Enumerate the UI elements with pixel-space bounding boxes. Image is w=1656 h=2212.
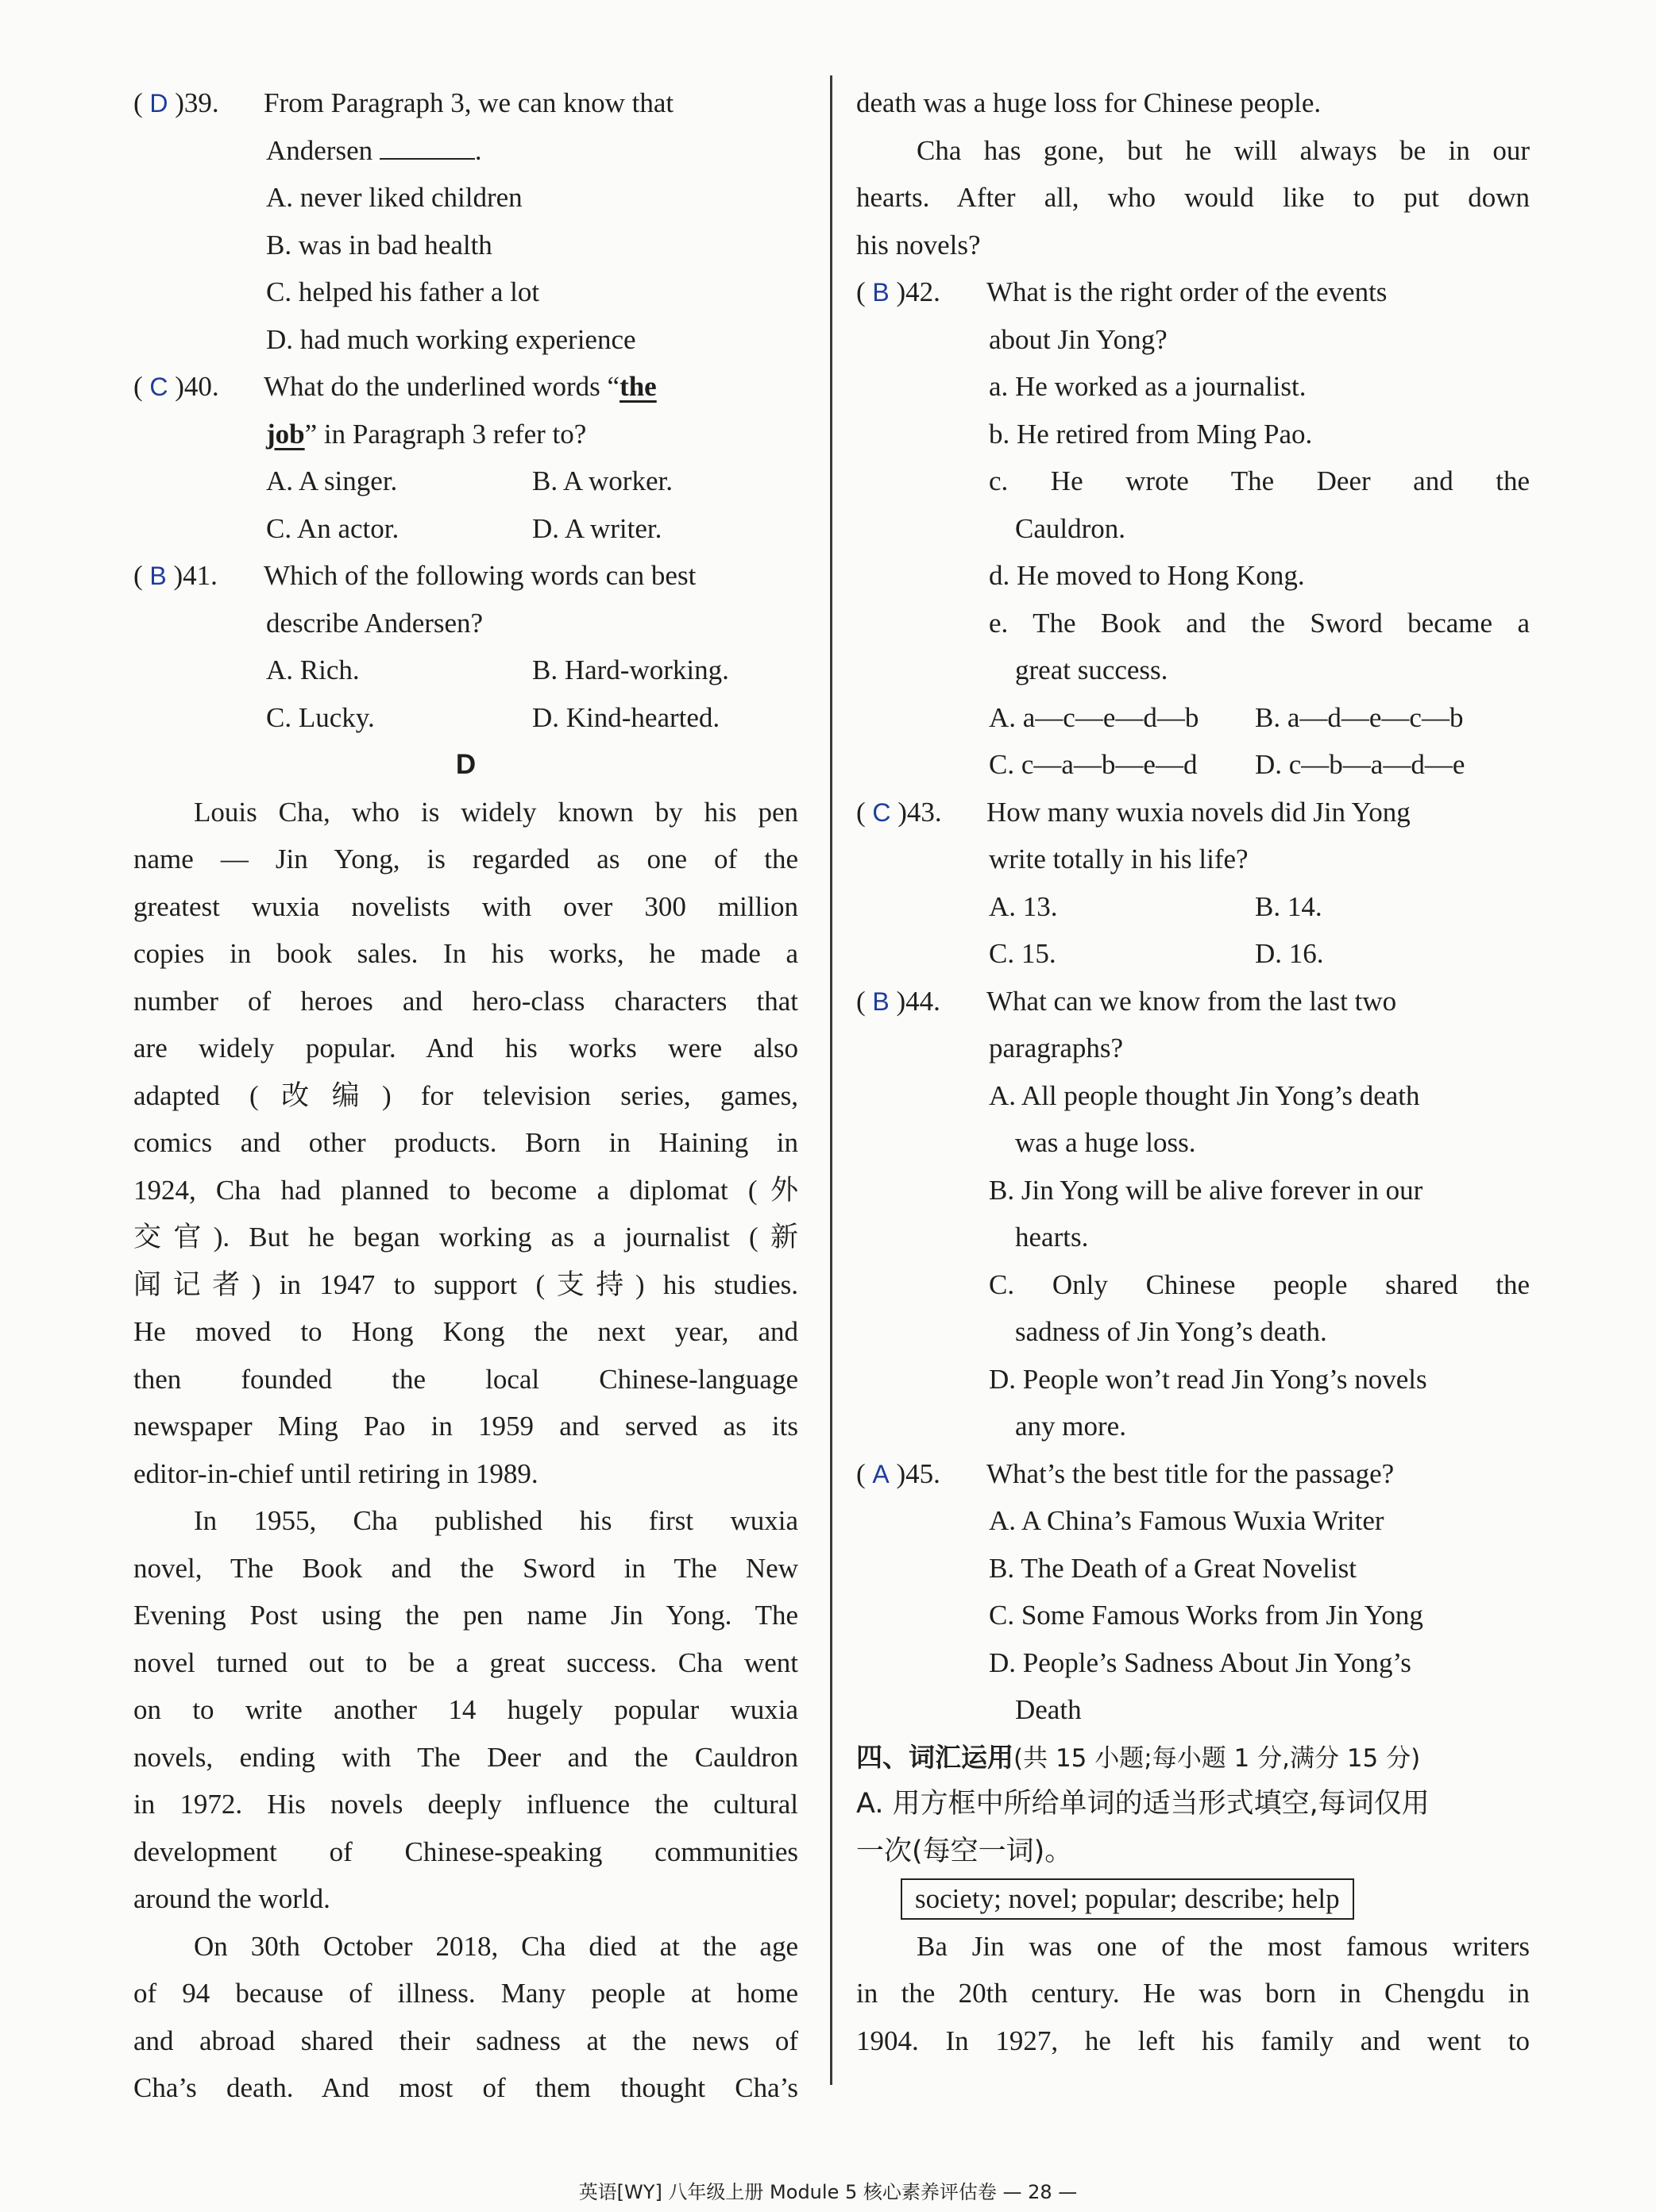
- column-divider: [830, 75, 832, 2085]
- section-4-heading: 四、词汇运用(共 15 小题;每小题 1 分,满分 15 分): [856, 1741, 1421, 1773]
- section-heading-d: D: [455, 749, 477, 780]
- option-d: D. Kind-hearted.: [532, 701, 720, 733]
- question-43: ( C )43. How many wuxia novels did Jin Yong: [856, 796, 1411, 828]
- question-41: ( B )41. Which of the following words can best: [133, 560, 697, 591]
- answer-blank: [380, 134, 475, 160]
- question-44: ( B )44. What can we know from the last two: [856, 985, 1397, 1017]
- page-footer: 英语[WY] 八年级上册 Module 5 核心素养评估卷 — 28 —: [578, 2181, 1078, 2203]
- option-d: D. 16.: [1255, 938, 1324, 969]
- answer-39: D: [149, 89, 168, 118]
- answer-45: A: [872, 1459, 890, 1488]
- option-d: D. c—b—a—d—e: [1255, 749, 1465, 780]
- option-b: B. Jin Yong will be alive forever in our: [989, 1174, 1423, 1206]
- option-a: A. a—c—e—d—b: [989, 701, 1199, 733]
- question-45: ( A )45. What’s the best title for the passage?: [856, 1457, 1395, 1489]
- answer-42: B: [872, 278, 890, 307]
- option-c: C. Only Chinese people shared the: [989, 1268, 1530, 1300]
- option-c: C. An actor.: [266, 512, 400, 544]
- section-4-instruction: A. 用方框中所给单词的适当形式填空,每词仅用: [856, 1788, 1430, 1820]
- option-b: B. The Death of a Great Novelist: [989, 1552, 1357, 1584]
- passage-d: Louis Cha, who is widely known by his pen name — Jin Yong, is regarded as one of the greatest wuxia novelists with over 300 million copies in book sales. In his works, he made a number of heroes and hero-class characters that are widely popular. And his works were also adapted (改编) for television series, games, comics and other products. Born in Haining in 1924, Cha had planned to become a diplomat (外 交官). But he began working as a journalist (新 闻记者) in 1947 to support (支持) his studies. He moved to Hong Kong the next year, and then founded the local Chinese-language newspaper Ming Pao in 1959 and served as its editor-in-chief until retiring in 1989. In 1955, Cha published his first wuxia novel, The Book and the Sword in The New Evening Post using the pen name Jin Yong. The novel turned out to be a great success. Cha went on to write another 14 hugely popular wuxia novels, ending with The Deer and the Cauldron in 1972. His novels deeply influence the cultural development of Chinese-speaking communities around the world. On 30th October 2018, Cha died at the age of 94 because of illness. Many people at home and abroad shared their sadness at the news of Cha’s death. And most of them thought Cha’s: [133, 796, 798, 2103]
- question-42: ( B )42. What is the right order of the events: [856, 276, 1388, 307]
- option-b: B. was in bad health: [266, 229, 492, 261]
- option-a: A. A China’s Famous Wuxia Writer: [989, 1505, 1384, 1536]
- option-d: D. A writer.: [532, 512, 662, 544]
- option-d: D. People’s Sadness About Jin Yong’s: [989, 1646, 1411, 1678]
- option-a: A. never liked children: [266, 182, 523, 213]
- option-a: A. A singer.: [266, 465, 398, 496]
- option-b: B. 14.: [1255, 890, 1322, 922]
- option-c: C. Lucky.: [266, 701, 375, 733]
- word-box: society; novel; popular; describe; help: [901, 1878, 1354, 1920]
- option-a: A. Rich.: [266, 654, 360, 685]
- answer-40: C: [149, 373, 168, 401]
- option-b: B. Hard-working.: [532, 654, 729, 685]
- option-c: C. Some Famous Works from Jin Yong: [989, 1600, 1423, 1631]
- option-c: C. 15.: [989, 938, 1056, 969]
- option-b: B. a—d—e—c—b: [1255, 701, 1464, 733]
- right-column: death was a huge loss for Chinese people. Cha has gone, but he will always be in our hearts. After all, who would like to put down his novels? ( B )42. What is the right order of the events about Jin Yong? a. He worked as a journalist. b. He retired from Ming Pao. c. He wrote The Deer and the Cauldron. d. He moved to Hong Kong. e. The Book and the Sword became a great success. A. a—c—e—d—b B. a—d—e—c—b C. c—a—b—e—d D. c—b—a—d—e ( C )43. How many wuxia novels did Jin Yong write totally in his life? A. 13. B. 14. C. 15. D. 16. ( B )44. What can we know from the last two paragraphs? A. All people thought Jin Yong’s death was a huge loss. B. Jin Yong will be alive forever in our hearts. C. Only Chinese people shared the sadness of Jin Yong’s death. D. People won’t read Jin Yong’s novels any more. ( A )45. What’s the best title for the passage? A. A China’s Famous Wuxia Writer B. The Death of a Great Novelist C. Some Famous Works from Jin Yong D. People’s Sadness About Jin Yong’s Death 四、词汇运用(共 15 小题;每小题 1 分,满分 15 分) A. 用方框中所给单词的适当形式填空,每词仅用 一次(每空一词)。 society; novel; popular; describe; help Ba Jin was one of the most famous writers in the 20th century. He was born in Chengdu in 1904. In 1927, he left his family and went to: [856, 87, 1530, 2056]
- question-40: ( C )40. What do the underlined words “the: [133, 371, 657, 402]
- answer-41: B: [149, 562, 167, 590]
- answer-44: B: [872, 986, 890, 1016]
- option-c: C. c—a—b—e—d: [989, 749, 1198, 780]
- option-b: B. A worker.: [532, 465, 673, 496]
- option-a: A. 13.: [989, 890, 1058, 922]
- option-d: D. had much working experience: [266, 323, 636, 355]
- left-column: ( D )39. From Paragraph 3, we can know that Andersen . A. never liked children B. was in bad health C. helped his father a lot D. had much working experience ( C )40. What do the underlined words “the job” in Paragraph 3 refer to? A. A singer. B. A worker. C. An actor. D. A writer. ( B )41. Which of the following words can best describe Andersen? A. Rich. B. Hard-working. C. Lucky. D. Kind-hearted. D Louis Cha, who is widely known by his pen name — Jin Yong, is regarded as one of the greatest wuxia novelists with over 300 million copies in book sales. In his works, he made a number of heroes and hero-class characters that are widely popular. And his works were also adapted (改编) for television series, games, comics and other products. Born in Haining in 1924, Cha had planned to become a diplomat (外 交官). But he began working as a journalist (新 闻记者) in 1947 to support (支持) his studies. He moved to Hong Kong the next year, and then founded the local Chinese-language newspaper Ming Pao in 1959 and served as its editor-in-chief until retiring in 1989. In 1955, Cha published his first wuxia novel, The Book and the Sword in The New Evening Post using the pen name Jin Yong. The novel turned out to be a great success. Cha went on to write another 14 hugely popular wuxia novels, ending with The Deer and the Cauldron in 1972. His novels deeply influence the cultural development of Chinese-speaking communities around the world. On 30th October 2018, Cha died at the age of 94 because of illness. Many people at home and abroad shared their sadness at the news of Cha’s death. And most of them thought Cha’s: [133, 79, 798, 2112]
- answer-43: C: [872, 797, 891, 827]
- option-c: C. helped his father a lot: [266, 276, 540, 307]
- option-a: A. All people thought Jin Yong’s death: [989, 1079, 1420, 1111]
- question-39: ( D )39. From Paragraph 3, we can know that: [133, 87, 674, 118]
- option-d: D. People won’t read Jin Yong’s novels: [989, 1363, 1427, 1395]
